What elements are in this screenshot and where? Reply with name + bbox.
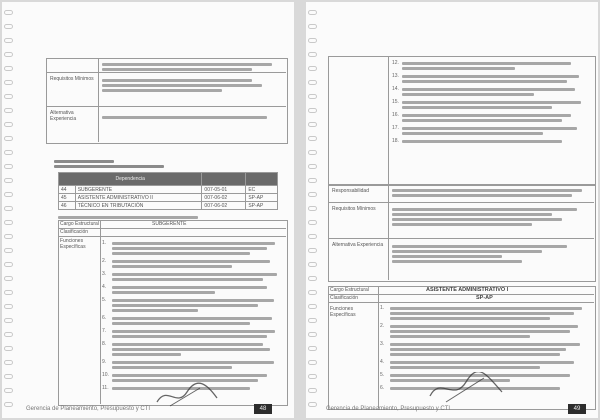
left-page (2, 2, 294, 418)
list-item (102, 315, 284, 327)
ring (308, 66, 317, 71)
ring (308, 360, 317, 365)
list-item (380, 341, 590, 358)
list-item (102, 258, 284, 270)
ring (308, 402, 317, 407)
ring (4, 94, 13, 99)
blurred-text (102, 61, 282, 73)
ring (4, 38, 13, 43)
ring (4, 220, 13, 225)
label-clasificacion: Clasificación (330, 295, 359, 301)
item-number: 2. (380, 323, 385, 329)
row-label-requisitos: Requisitos Mínimos (50, 76, 94, 82)
list-item (102, 284, 284, 296)
list-item (392, 86, 590, 98)
ring (4, 332, 13, 337)
ring (308, 248, 317, 253)
page-number: 49 (568, 404, 586, 414)
item-number: 8. (102, 341, 107, 347)
clasificacion-value: SP-AP (476, 295, 493, 301)
item-number: 7. (102, 328, 107, 334)
ring (4, 80, 13, 85)
ring (4, 192, 13, 197)
ring (4, 248, 13, 253)
ring (4, 10, 13, 15)
label-responsabilidad: Responsabilidad (332, 188, 369, 194)
row-label-experiencia: Alternativa Experiencia (50, 110, 77, 122)
item-number: 10. (102, 372, 109, 378)
ring (308, 136, 317, 141)
ring (308, 346, 317, 351)
ring (4, 206, 13, 211)
item-number: 3. (380, 341, 385, 347)
item-number: 4. (102, 284, 107, 290)
ring (308, 178, 317, 183)
ring (308, 10, 317, 15)
table-row: 45 ASISTENTE ADMINISTRATIVO II 007-06-02 SP-AP (59, 194, 278, 202)
page-footer: Gerencia de Planeamiento, Presupuesto y CTI (326, 406, 451, 412)
ring (308, 332, 317, 337)
list-item (392, 138, 590, 145)
right-page (306, 2, 598, 418)
list-item (392, 73, 590, 85)
list-item (102, 359, 284, 371)
ring (308, 94, 317, 99)
item-number: 16. (392, 112, 399, 118)
ring (308, 150, 317, 155)
ring (308, 122, 317, 127)
ring (4, 318, 13, 323)
binding-rings (308, 2, 318, 418)
list-item (392, 125, 590, 137)
ring (308, 388, 317, 393)
list-item (380, 323, 590, 340)
table-row: 46 TÉCNICO EN TRIBUTACIÓN 007-06-02 SP-AP (59, 202, 278, 210)
item-number: 13. (392, 73, 399, 79)
label-experiencia: Alternativa Experiencia (332, 242, 384, 248)
ring (4, 276, 13, 281)
blurred-text (392, 206, 590, 228)
label-cargo: Cargo Estructural (330, 287, 369, 293)
ring (4, 164, 13, 169)
item-number: 3. (102, 271, 107, 277)
col-cargo-value: SUBGERENTE (152, 221, 187, 227)
list-item (392, 112, 590, 124)
ring (4, 374, 13, 379)
ring (308, 262, 317, 267)
blurred-text (102, 114, 282, 121)
ring (4, 262, 13, 267)
staff-table (58, 172, 278, 210)
list-item (102, 341, 284, 358)
list-item (392, 60, 590, 72)
table-header: Dependencia (59, 173, 202, 186)
ring (4, 346, 13, 351)
section-heading (54, 158, 174, 170)
ring (308, 276, 317, 281)
ring (4, 52, 13, 57)
item-number: 1. (380, 305, 385, 311)
list-item (102, 240, 284, 257)
item-number: 17. (392, 125, 399, 131)
ring (308, 318, 317, 323)
list-item (380, 305, 590, 322)
col-funciones: Funciones Específicas (60, 238, 86, 250)
item-number: 5. (102, 297, 107, 303)
item-number: 1. (102, 240, 107, 246)
page-footer: Gerencia de Planeamiento, Presupuesto y CTI (26, 406, 151, 412)
ring (4, 304, 13, 309)
signature-icon (426, 372, 506, 406)
item-number: 6. (380, 385, 385, 391)
functions-list (392, 60, 590, 146)
ring (4, 24, 13, 29)
col-cargo: Cargo Estructural (60, 221, 99, 227)
ring (4, 290, 13, 295)
ring (308, 108, 317, 113)
functions-list (102, 240, 284, 393)
label-requisitos: Requisitos Mínimos (332, 206, 376, 212)
item-number: 15. (392, 99, 399, 105)
item-number: 4. (380, 359, 385, 365)
ring (308, 234, 317, 239)
ring (308, 80, 317, 85)
ring (308, 220, 317, 225)
ring (308, 164, 317, 169)
ring (4, 136, 13, 141)
blurred-text (102, 77, 282, 94)
ring (4, 178, 13, 183)
blurred-text (392, 243, 590, 265)
blurred-text (392, 187, 590, 199)
ring (308, 374, 317, 379)
item-number: 14. (392, 86, 399, 92)
ring (4, 360, 13, 365)
item-number: 12. (392, 60, 399, 66)
cargo-value: ASISTENTE ADMINISTRATIVO I (426, 287, 509, 293)
ring (308, 38, 317, 43)
ring (4, 108, 13, 113)
item-number: 6. (102, 315, 107, 321)
ring (4, 234, 13, 239)
item-number: 18. (392, 138, 399, 144)
ring (4, 150, 13, 155)
ring (4, 66, 13, 71)
ring (308, 290, 317, 295)
page-number: 48 (254, 404, 272, 414)
ring (4, 402, 13, 407)
item-number: 2. (102, 258, 107, 264)
item-number: 9. (102, 359, 107, 365)
item-number: 5. (380, 372, 385, 378)
ring (4, 388, 13, 393)
col-clasificacion: Clasificación (60, 229, 89, 235)
table-row: 44 SUBGERENTE 007-05-01 EC (59, 186, 278, 194)
binding-rings (4, 2, 14, 418)
ring (4, 122, 13, 127)
ring (308, 192, 317, 197)
ring (308, 304, 317, 309)
ring (308, 206, 317, 211)
list-item (102, 328, 284, 340)
ring (308, 52, 317, 57)
ring (308, 24, 317, 29)
list-item (392, 99, 590, 111)
item-number: 11. (102, 385, 109, 391)
list-item (102, 297, 284, 314)
list-item (380, 359, 590, 371)
label-funciones: Funciones Específicas (330, 306, 356, 318)
list-item (102, 271, 284, 283)
